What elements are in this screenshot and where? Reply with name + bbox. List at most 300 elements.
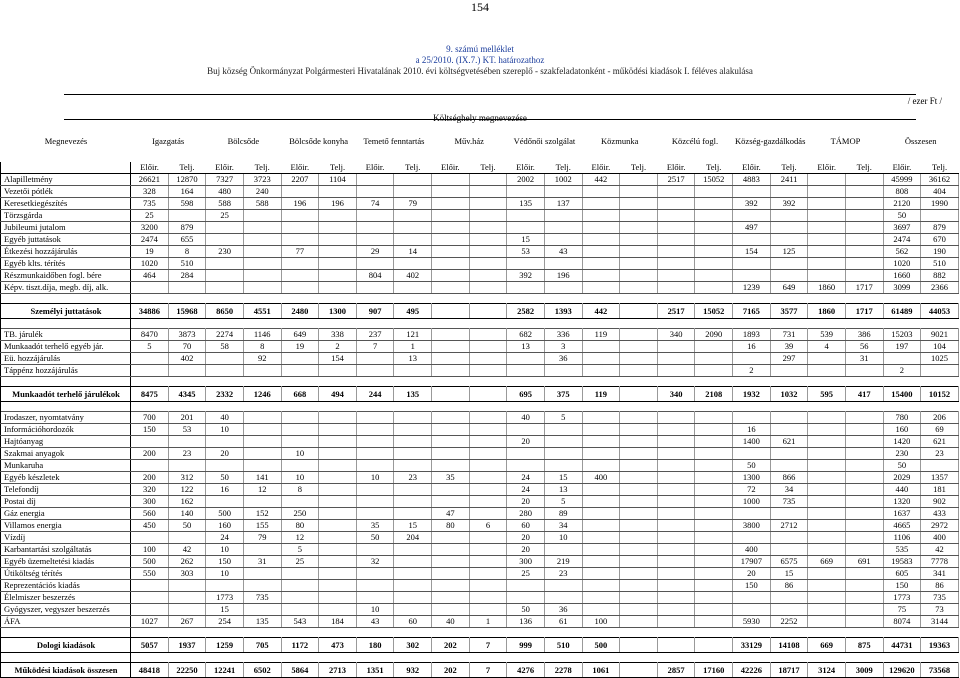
table-row (1, 604, 959, 616)
table-cell (319, 520, 357, 532)
table-cell (544, 424, 582, 436)
table-cell (695, 246, 733, 258)
table-cell (582, 282, 620, 294)
table-cell (733, 508, 771, 520)
table-cell: 14108 (770, 638, 808, 653)
table-cell (695, 341, 733, 353)
table-cell (695, 544, 733, 556)
table-cell: 8 (243, 341, 281, 353)
table-cell: 1860 (808, 282, 846, 294)
table-cell: 1061 (582, 663, 620, 678)
table-cell: 75 (883, 604, 921, 616)
table-cell (469, 353, 507, 365)
table-cell: 2090 (695, 329, 733, 341)
table-cell (657, 258, 695, 270)
table-cell: 1660 (883, 270, 921, 282)
table-cell: 69 (921, 424, 959, 436)
table-cell: 61 (544, 616, 582, 628)
table-cell: 392 (770, 198, 808, 210)
table-row (1, 412, 959, 424)
table-cell: 10 (356, 604, 394, 616)
table-cell: 7 (469, 638, 507, 653)
table-cell (582, 270, 620, 282)
table-cell (845, 412, 883, 424)
table-cell: 1 (394, 341, 432, 353)
table-cell (432, 544, 470, 556)
table-cell: 25 (131, 210, 169, 222)
sub-header-actual: Telj. (319, 162, 357, 174)
table-cell (582, 246, 620, 258)
table-cell: 154 (733, 246, 771, 258)
table-cell (469, 532, 507, 544)
table-cell: 670 (921, 234, 959, 246)
table-cell (695, 186, 733, 198)
table-cell (582, 210, 620, 222)
table-cell (582, 460, 620, 472)
table-cell (544, 436, 582, 448)
table-row (1, 496, 959, 508)
table-cell (770, 448, 808, 460)
spacer-row (1, 653, 959, 663)
table-cell (695, 520, 733, 532)
table-cell (657, 210, 695, 222)
table-cell: 15203 (883, 329, 921, 341)
table-cell: 2713 (319, 663, 357, 678)
table-cell: 202 (432, 663, 470, 678)
table-cell: 100 (131, 544, 169, 556)
table-cell (808, 353, 846, 365)
table-cell: 12870 (168, 174, 206, 186)
table-cell: 1020 (131, 258, 169, 270)
table-cell (319, 484, 357, 496)
table-cell (733, 258, 771, 270)
table-cell (845, 472, 883, 484)
table-cell: 1259 (206, 638, 244, 653)
table-cell: 1246 (243, 387, 281, 402)
table-cell (582, 508, 620, 520)
table-cell (432, 304, 470, 319)
row-label: Étkezési hozzájárulás (1, 246, 131, 258)
table-cell: 196 (544, 270, 582, 282)
row-label: Alapilletmény (1, 174, 131, 186)
table-cell: 40 (206, 412, 244, 424)
table-cell (657, 532, 695, 544)
table-cell (507, 460, 545, 472)
table-cell: 136 (507, 616, 545, 628)
table-cell: 180 (356, 638, 394, 653)
table-cell (281, 436, 319, 448)
table-cell (582, 532, 620, 544)
table-cell: 72 (733, 484, 771, 496)
table-cell: 5 (281, 544, 319, 556)
sub-header-planned: Előir. (281, 162, 319, 174)
table-cell: 23 (394, 472, 432, 484)
table-cell (319, 436, 357, 448)
sub-header-actual: Telj. (695, 162, 733, 174)
table-cell: 497 (733, 222, 771, 234)
table-cell (695, 592, 733, 604)
table-cell (657, 341, 695, 353)
table-cell: 494 (319, 387, 357, 402)
table-cell (206, 353, 244, 365)
table-cell (845, 174, 883, 186)
table-cell: 3099 (883, 282, 921, 294)
table-cell (620, 174, 658, 186)
table-cell: 20 (733, 568, 771, 580)
table-row (1, 341, 959, 353)
sub-header-actual: Telj. (845, 162, 883, 174)
table-cell: 92 (243, 353, 281, 365)
header-group: Összesen (904, 136, 937, 146)
table-cell (469, 329, 507, 341)
table-cell (206, 496, 244, 508)
sub-header-planned: Előir. (206, 162, 244, 174)
table-cell: 543 (281, 616, 319, 628)
table-cell: 60 (394, 616, 432, 628)
table-cell: 3697 (883, 222, 921, 234)
table-cell: 26621 (131, 174, 169, 186)
table-cell: 15 (544, 472, 582, 484)
table-cell (469, 592, 507, 604)
table-cell: 442 (582, 304, 620, 319)
table-row (1, 532, 959, 544)
table-cell (620, 186, 658, 198)
table-cell (657, 544, 695, 556)
table-cell: 1239 (733, 282, 771, 294)
table-cell: 2332 (206, 387, 244, 402)
table-cell (582, 436, 620, 448)
table-cell: 7778 (921, 556, 959, 568)
table-row (1, 186, 959, 198)
table-cell (394, 222, 432, 234)
table-cell: 18717 (770, 663, 808, 678)
table-cell (808, 472, 846, 484)
table-cell: 12 (281, 532, 319, 544)
table-cell (281, 592, 319, 604)
table-cell (695, 616, 733, 628)
table-cell (206, 258, 244, 270)
header-group: Védőnői szolgálat (513, 136, 576, 146)
table-cell (695, 508, 733, 520)
table-cell: 14 (394, 246, 432, 258)
table-cell: 284 (168, 270, 206, 282)
table-row (1, 258, 959, 270)
table-cell: 34 (770, 484, 808, 496)
table-cell: 50 (507, 604, 545, 616)
table-cell (657, 592, 695, 604)
table-cell (243, 544, 281, 556)
table-cell: 2029 (883, 472, 921, 484)
table-cell: 50 (883, 460, 921, 472)
table-cell (657, 424, 695, 436)
table-cell (356, 580, 394, 592)
table-cell: 500 (582, 638, 620, 653)
table-cell (356, 448, 394, 460)
table-cell: 303 (168, 568, 206, 580)
table-cell (394, 424, 432, 436)
table-cell: 31 (845, 353, 883, 365)
table-cell (432, 436, 470, 448)
table-cell: 100 (582, 616, 620, 628)
table-cell (356, 258, 394, 270)
table-cell (394, 556, 432, 568)
table-cell (770, 222, 808, 234)
table-cell: 36 (544, 604, 582, 616)
table-row (1, 568, 959, 580)
table-cell (319, 568, 357, 580)
table-cell (657, 472, 695, 484)
table-cell (394, 592, 432, 604)
row-label: Információhordozók (1, 424, 131, 436)
sub-header-planned: Előir. (883, 162, 921, 174)
table-cell (281, 270, 319, 282)
table-cell (394, 258, 432, 270)
table-cell: 1990 (921, 198, 959, 210)
table-cell (544, 460, 582, 472)
table-cell (808, 365, 846, 377)
table-cell (695, 532, 733, 544)
table-cell (921, 460, 959, 472)
table-cell (845, 222, 883, 234)
table-cell: 190 (921, 246, 959, 258)
table-cell: 1420 (883, 436, 921, 448)
table-cell (432, 460, 470, 472)
table-cell: 196 (281, 198, 319, 210)
sub-header-planned: Előir. (582, 162, 620, 174)
table-cell (469, 580, 507, 592)
table-cell (206, 460, 244, 472)
table-cell: 17160 (695, 663, 733, 678)
table-cell (845, 436, 883, 448)
table-cell: 2582 (507, 304, 545, 319)
row-label: Reprezentációs kiadás (1, 580, 131, 592)
table-cell: 219 (544, 556, 582, 568)
table-cell (432, 484, 470, 496)
header-group: Község-gazdálkodás (735, 136, 806, 146)
table-cell (432, 532, 470, 544)
table-cell: 184 (319, 616, 357, 628)
table-cell (582, 568, 620, 580)
row-label: Útiköltség térítés (1, 568, 131, 580)
table-cell (770, 270, 808, 282)
table-cell: 4665 (883, 520, 921, 532)
table-cell: 77 (281, 246, 319, 258)
table-cell (356, 365, 394, 377)
table-cell: 197 (883, 341, 921, 353)
table-cell (469, 174, 507, 186)
sub-header-blank (1, 162, 131, 174)
table-cell: 400 (733, 544, 771, 556)
table-cell (620, 210, 658, 222)
table-cell (206, 234, 244, 246)
table-cell (432, 580, 470, 592)
table-cell: 595 (808, 387, 846, 402)
table-cell: 433 (921, 508, 959, 520)
table-cell (733, 270, 771, 282)
table-cell: 129620 (883, 663, 921, 678)
table-cell (620, 329, 658, 341)
table-cell: 121 (394, 329, 432, 341)
table-cell: 86 (921, 580, 959, 592)
table-cell (620, 258, 658, 270)
table-cell: 6 (469, 520, 507, 532)
table-cell (695, 258, 733, 270)
table-cell (657, 412, 695, 424)
table-cell: 588 (243, 198, 281, 210)
table-cell: 539 (808, 329, 846, 341)
table-row (1, 616, 959, 628)
table-cell: 500 (206, 508, 244, 520)
table-cell (319, 246, 357, 258)
table-cell (582, 424, 620, 436)
table-cell: 404 (921, 186, 959, 198)
table-cell (620, 568, 658, 580)
table-cell (620, 592, 658, 604)
table-row (1, 556, 959, 568)
table-cell (695, 270, 733, 282)
subtotal-row (1, 663, 959, 678)
table-cell (469, 496, 507, 508)
table-cell: 649 (770, 282, 808, 294)
table-cell: 3009 (845, 663, 883, 678)
table-cell (695, 234, 733, 246)
row-label: Képv. tiszt.díja, megb. díj, alk. (1, 282, 131, 294)
table-cell (432, 592, 470, 604)
table-cell (281, 412, 319, 424)
table-cell: 47 (432, 508, 470, 520)
table-cell: 50 (206, 472, 244, 484)
row-label: Vezetői pótlék (1, 186, 131, 198)
table-cell (319, 234, 357, 246)
table-cell (544, 258, 582, 270)
table-cell: 902 (921, 496, 959, 508)
table-cell (845, 365, 883, 377)
table-cell: 731 (770, 329, 808, 341)
table-cell: 25 (281, 556, 319, 568)
table-cell (845, 210, 883, 222)
table-cell: 621 (921, 436, 959, 448)
table-cell (657, 198, 695, 210)
table-cell (432, 353, 470, 365)
table-cell: 230 (206, 246, 244, 258)
table-cell: 1106 (883, 532, 921, 544)
table-cell: 19583 (883, 556, 921, 568)
table-cell (657, 365, 695, 377)
table-cell (845, 604, 883, 616)
table-cell: 160 (883, 424, 921, 436)
table-cell: 1104 (319, 174, 357, 186)
sub-header-planned: Előir. (131, 162, 169, 174)
table-cell (206, 365, 244, 377)
table-cell: 400 (921, 532, 959, 544)
table-row (1, 460, 959, 472)
table-cell (657, 556, 695, 568)
table-cell: 300 (131, 496, 169, 508)
table-cell: 735 (131, 198, 169, 210)
table-cell (394, 568, 432, 580)
table-cell: 2 (733, 365, 771, 377)
table-cell (695, 222, 733, 234)
row-label: Vízdíj (1, 532, 131, 544)
table-cell (469, 341, 507, 353)
table-cell: 655 (168, 234, 206, 246)
table-cell: 473 (319, 638, 357, 653)
table-cell (620, 304, 658, 319)
row-label: Gáz energia (1, 508, 131, 520)
table-cell (432, 210, 470, 222)
row-label: Munkaruha (1, 460, 131, 472)
table-cell (582, 353, 620, 365)
table-cell (469, 186, 507, 198)
table-cell (243, 412, 281, 424)
table-cell (544, 210, 582, 222)
table-cell: 152 (243, 508, 281, 520)
table-cell (808, 484, 846, 496)
row-label: Táppénz hozzájárulás (1, 365, 131, 377)
row-label: Munkaadót terhelő járulékok (1, 387, 131, 402)
table-cell: 700 (131, 412, 169, 424)
sub-header-actual: Telj. (544, 162, 582, 174)
table-cell (582, 198, 620, 210)
table-cell (319, 544, 357, 556)
table-cell: 535 (883, 544, 921, 556)
table-cell: 10 (206, 568, 244, 580)
table-cell (131, 353, 169, 365)
table-cell: 560 (131, 508, 169, 520)
table-cell (657, 460, 695, 472)
row-label: Postai díj (1, 496, 131, 508)
table-cell (432, 424, 470, 436)
resolution-ref: a 25/2010. (IX.7.) KT. határozathoz (415, 55, 545, 65)
table-cell: 25 (507, 568, 545, 580)
table-cell: 10 (356, 472, 394, 484)
table-cell: 44731 (883, 638, 921, 653)
table-cell (168, 592, 206, 604)
row-label: Egyéb készletek (1, 472, 131, 484)
table-cell: 34 (544, 520, 582, 532)
table-cell: 237 (356, 329, 394, 341)
table-cell: 320 (131, 484, 169, 496)
table-cell (432, 282, 470, 294)
table-cell (432, 568, 470, 580)
table-cell (620, 412, 658, 424)
table-cell: 375 (544, 387, 582, 402)
table-cell (695, 448, 733, 460)
table-cell (507, 365, 545, 377)
table-cell (281, 282, 319, 294)
table-cell: 162 (168, 496, 206, 508)
table-cell: 400 (582, 472, 620, 484)
table-cell (808, 186, 846, 198)
table-cell: 1351 (356, 663, 394, 678)
table-cell (657, 234, 695, 246)
table-cell: 12241 (206, 663, 244, 678)
table-cell: 42 (921, 544, 959, 556)
table-cell (733, 186, 771, 198)
table-cell: 328 (131, 186, 169, 198)
table-cell: 25 (206, 210, 244, 222)
table-cell (582, 412, 620, 424)
table-cell (845, 234, 883, 246)
table-cell: 7327 (206, 174, 244, 186)
table-cell (845, 496, 883, 508)
table-cell: 7 (356, 341, 394, 353)
table-cell (770, 234, 808, 246)
table-cell (507, 186, 545, 198)
table-cell: 300 (507, 556, 545, 568)
table-row (1, 222, 959, 234)
table-cell (319, 496, 357, 508)
